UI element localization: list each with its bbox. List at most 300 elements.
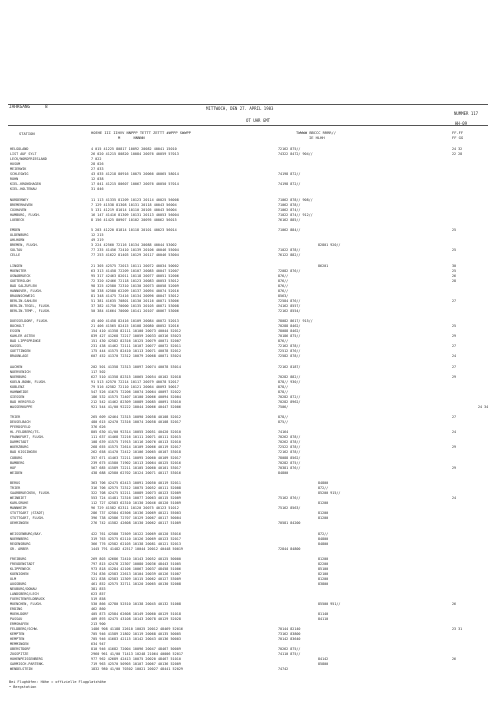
station-name: EMDEN xyxy=(10,228,21,233)
column-codes-line3: TWWWW BBCCC RRRR// xyxy=(296,131,336,135)
wind-gust-value: 24 xyxy=(452,430,457,435)
footer-legend: • Bergstation xyxy=(9,684,37,689)
station-name: KIEL-HOLTENAU xyxy=(10,187,37,192)
station-name: AACHEN xyxy=(10,364,23,369)
station-name: KLIPPENECK xyxy=(10,567,31,572)
additional-groups: 70262 878// xyxy=(278,435,301,440)
station-name: AUGSBURG xyxy=(10,582,27,587)
additional-groups: 84110 xyxy=(318,617,329,622)
jahrgang-label: JAHRGANG xyxy=(9,105,31,110)
additional-groups: 85200 915// xyxy=(318,491,341,496)
observation-codes: 231 438 41462 72111 10107 20077 40072 52011 xyxy=(91,344,181,349)
station-name: MUENCHEN, FLUGH. xyxy=(10,602,43,607)
additional-groups: 70262 875// xyxy=(278,647,301,652)
station-name: WEINBIET xyxy=(10,496,27,501)
observation-codes: 705 946 41683 42115 10142 20043 40136 50003 xyxy=(91,637,181,642)
wind-gust-value: 28 xyxy=(452,278,457,283)
additional-groups: 84800 xyxy=(318,536,329,541)
observation-codes: 212 542 41462 82309 10089 20085 40091 53010 xyxy=(91,399,181,404)
station-name: FREIBURG xyxy=(10,557,27,562)
station-name: BERLIN-SAHLEN xyxy=(10,298,37,303)
observation-codes: 63 313 41458 72209 10107 20085 40047 52007 xyxy=(91,268,179,273)
station-name: FRANKFURT, FLUGH. xyxy=(10,435,45,440)
observation-codes: 79 516 42582 72110 10121 20064 40093 50017 xyxy=(91,384,179,389)
additional-groups: 72162 878// xyxy=(278,450,301,455)
station-name: LINGEN xyxy=(10,263,23,268)
station-name: NUERNBERG xyxy=(10,536,29,541)
observation-codes: 322 708 42475 52211 10089 20073 40123 52009 xyxy=(91,491,181,496)
observation-codes: 396 738 42586 72707 10129 20067 40117 50004 xyxy=(91,516,181,521)
additional-groups: 81200 xyxy=(318,577,329,582)
additional-groups: 85800 xyxy=(318,662,329,667)
observation-codes: 567 685 41589 72211 10105 20060 40101 53017 xyxy=(91,465,181,470)
additional-groups: 71062 874// xyxy=(278,207,301,212)
observation-codes: 381 853 xyxy=(91,587,106,592)
station-name: TRIER xyxy=(10,415,21,420)
additional-groups: 76162 885// xyxy=(278,217,301,222)
observation-codes: 276 742 41582 42608 10130 20062 40117 51009 xyxy=(91,521,181,526)
additional-groups: 875// xyxy=(278,420,289,425)
additional-groups: 70142 83640 xyxy=(278,637,301,642)
station-name: AHLHORN xyxy=(10,238,25,243)
station-name: GR. ARBER xyxy=(10,546,29,551)
observation-codes: 8 156 41425 80907 10102 20095 40062 56015 xyxy=(91,217,177,222)
observation-codes: 1486 908 41188 22610 10025 20012 48469 52016 xyxy=(91,627,184,632)
observation-codes: 405 873 42584 62608 10149 20060 40129 51018 xyxy=(91,612,181,617)
station-name: BRAUNLAGE xyxy=(10,354,29,359)
additional-groups: 878// 930// xyxy=(278,379,301,384)
station-name: PASSAU xyxy=(10,617,23,622)
observation-codes: 45 400 41458 82416 10109 20084 40072 52013 xyxy=(91,319,179,324)
observation-codes: 7 022 xyxy=(91,157,102,162)
additional-groups: 71062 878// xyxy=(278,202,301,207)
observation-codes: 705 946 41589 21802 10119 20068 40135 50005 xyxy=(91,632,181,637)
additional-groups: 71062 878// 908// xyxy=(278,197,313,202)
observation-codes: 202 501 41358 72313 10097 20074 40078 53014 xyxy=(91,364,181,369)
observation-codes: 553 724 41481 72316 10077 20063 40115 52009 xyxy=(91,496,181,501)
additional-groups: 85100 xyxy=(318,567,329,572)
station-name: GUETERSLOH xyxy=(10,278,31,283)
additional-groups: 70288 8462/ xyxy=(278,324,301,329)
station-name: TRIER xyxy=(10,486,21,490)
station-name: ERMSHAFEN xyxy=(10,622,29,627)
additional-groups: 878// xyxy=(278,415,289,420)
station-name: BERLIN-TEGEL, FLUGH. xyxy=(10,303,51,308)
additional-groups: 74322 8472/ 904// xyxy=(278,152,313,157)
wind-gust-value: 27 xyxy=(452,415,457,420)
additional-groups: 72162 875// xyxy=(278,147,301,151)
station-name: BAD KISSINGEN xyxy=(10,450,37,455)
wind-gust-value: 25 xyxy=(452,324,457,329)
observation-codes: 607 452 41370 72312 10079 20068 40071 53024 xyxy=(91,354,181,359)
observation-codes: 28 026 xyxy=(91,162,104,167)
additional-groups: 878// xyxy=(278,384,289,389)
observation-codes: 5 131 41219 81014 10110 20105 40043 56004 xyxy=(91,207,177,212)
station-name: DUESSELDORF, FLUGH. xyxy=(10,319,49,324)
footer-note: Bei Flughäfen: Höhe = offizielle Flugplatzhöhe xyxy=(9,679,106,684)
station-name: CELLE xyxy=(10,253,21,258)
observation-codes: 175 444 41575 82410 10113 20071 40078 52012 xyxy=(91,349,181,354)
station-name: CUXHAVEN xyxy=(10,207,27,212)
station-name: HAMBURG, FLUGH. xyxy=(10,212,41,217)
station-name: DEUSELBACH xyxy=(10,420,31,425)
station-name: HUSUM xyxy=(10,162,21,167)
wind-gust-value: 29 xyxy=(452,334,457,339)
station-name: NEUBURG/DONAU xyxy=(10,587,37,592)
observation-codes: 12 215 xyxy=(91,233,104,238)
additional-groups: 71022 874// 912// xyxy=(278,212,313,217)
station-name: KARLSRUHE xyxy=(10,501,29,506)
additional-groups: 876// xyxy=(278,339,289,344)
observation-codes: 50 384 41664 70000 10141 20107 40067 53006 xyxy=(91,308,179,313)
observation-codes: 438 688 42580 62702 10124 20071 40117 53016 xyxy=(91,470,181,475)
observation-codes: 72 320 42466 72118 10123 20083 40053 53012 xyxy=(91,278,179,283)
observation-codes: 112 727 42583 62310 10130 20046 40120 51009 xyxy=(91,501,181,506)
station-name: LECK/NORDFRIESLAND xyxy=(10,157,47,162)
additional-groups: 74198 872// xyxy=(278,172,301,177)
station-name: GOETTINGEN xyxy=(10,349,31,354)
column-codes-line2: M NNNNN xyxy=(118,136,145,140)
additional-groups: 7506/ xyxy=(278,404,289,409)
additional-groups: 70186 875// xyxy=(278,334,301,339)
station-name: ULM xyxy=(10,577,17,582)
station-name: KAHLER ASTEN xyxy=(10,334,35,339)
observation-codes: 462 860 xyxy=(91,607,106,612)
station-name: FUERSTENFELDBRUCK xyxy=(10,597,45,602)
additional-groups: 81200 xyxy=(318,501,329,506)
station-name: MEMMINGEN xyxy=(10,642,29,647)
observation-codes: 17 041 41215 80607 10067 20076 40050 57014 xyxy=(91,182,179,187)
observation-codes: 921 544 41/00 92222 10044 20066 40447 52006 xyxy=(91,404,181,409)
report-date: MITTWOCH, DEN 27. APRIL 1983 xyxy=(206,106,274,111)
station-name: NUERBURG xyxy=(10,374,27,379)
additional-groups: 876// xyxy=(278,273,289,278)
observation-codes: 81 348 41475 72416 10134 20096 40047 53012 xyxy=(91,293,179,298)
station-name: GIESSEN xyxy=(10,394,25,399)
additional-groups: 878// xyxy=(278,389,289,394)
station-name: BOCHOLT xyxy=(10,324,25,329)
observation-codes: 810 946 41682 72004 10096 20047 48467 50009 xyxy=(91,647,181,652)
observation-codes: 286 737 42584 62506 10136 20069 40121 55003 xyxy=(91,511,181,516)
station-name: HAHNWEIDE xyxy=(10,389,29,394)
wind-gust-value: 27 xyxy=(452,344,457,349)
observation-codes: 51 381 41635 70801 10130 20116 40071 53006 xyxy=(91,298,179,303)
hh-label: HH-09 xyxy=(455,121,468,126)
station-name: BAD SALZUFLEN xyxy=(10,283,37,288)
observation-codes: 734 836 42583 22613 10104 20039 40126 51007 xyxy=(91,572,181,577)
station-name: OSNABRUECK xyxy=(10,273,31,278)
observation-codes: 98 325 42580 72310 10130 20073 40058 52009 xyxy=(91,283,179,288)
observation-codes: 262 658 41470 72412 10106 20065 40107 53018 xyxy=(91,450,181,455)
station-name: FELDBERG/SCHW. xyxy=(10,627,39,632)
column-wind-a: FF-FF xyxy=(452,131,464,135)
station-name: BERUS xyxy=(10,480,21,485)
observation-codes: 95 317 42463 82011 10118 20077 40051 52006 xyxy=(91,273,179,278)
observation-codes: 1445 791 41482 42517 10044 20012 40448 50019 xyxy=(91,546,184,551)
observation-codes: 977 962 42689 42413 10075 20020 48467 51010 xyxy=(91,657,181,662)
observation-codes: 7 129 41538 81308 10131 20118 40043 56004 xyxy=(91,202,177,207)
station-name: KOELN-BONN, FLUGH. xyxy=(10,379,47,384)
observation-codes: 56 338 42580 62209 10137 20094 40074 52016 xyxy=(91,288,179,293)
station-name: LIST AUF SYLT xyxy=(10,152,37,157)
station-name: HELGOLAND xyxy=(10,147,29,151)
additional-groups: 72844 84800 xyxy=(278,546,301,551)
station-name: OBERSTDORF xyxy=(10,647,31,652)
wind-gust-value: 26 xyxy=(452,657,457,662)
station-name: BAMBERG xyxy=(10,460,25,465)
station-name: SCHLESWIG xyxy=(10,172,29,177)
additional-groups: 72162 8554/ xyxy=(278,308,301,313)
station-name: HL.FELDBERG/TS. xyxy=(10,430,41,435)
observation-codes: 26 020 41215 80820 10084 20076 40059 57013 xyxy=(91,152,179,157)
station-name: WUERZBURG xyxy=(10,445,29,450)
observation-codes: 268 655 41575 72614 10109 20066 40119 52017 xyxy=(91,445,181,450)
observation-codes: 239 675 41580 71902 10113 20064 40125 52016 xyxy=(91,460,181,465)
observation-codes: 376 626 xyxy=(91,425,106,430)
additional-groups: 70581 84200 xyxy=(278,521,301,526)
additional-groups: 876// xyxy=(278,288,289,293)
additional-groups: 74162 8557/ xyxy=(278,303,301,308)
station-name: KOBLENZ xyxy=(10,384,25,389)
wind-gust-value: 23 31 xyxy=(452,627,463,632)
additional-groups: 78088 8462/ xyxy=(278,329,301,334)
additional-groups: 70282 8962/ xyxy=(278,399,301,404)
additional-groups: 81200 xyxy=(318,516,329,521)
station-name: ROHN xyxy=(10,177,19,182)
additional-groups: 86201 xyxy=(318,263,329,268)
observation-codes: 269 803 42686 72410 10143 20052 40125 50000 xyxy=(91,557,181,562)
observation-codes: 519 858 xyxy=(91,597,106,602)
additional-groups: 70381 876// xyxy=(278,465,301,470)
station-name: ESSEN xyxy=(10,329,21,334)
observation-codes: 363 706 42475 62413 10091 20050 40119 52011 xyxy=(91,480,181,485)
additional-groups: 84800 xyxy=(318,480,329,485)
observation-codes: 117 502 xyxy=(91,369,106,374)
wind-gust-value: 25 xyxy=(452,228,457,233)
observation-codes: 480 615 42470 72316 10074 20058 40108 52017 xyxy=(91,420,181,425)
observation-codes: 265 609 42464 72315 10090 20058 40108 52012 xyxy=(91,415,181,420)
station-name: WEIDEN xyxy=(10,470,23,475)
station-name: LUEBECK xyxy=(10,217,25,222)
additional-groups: 72082 876// xyxy=(278,268,301,273)
observation-codes: 154 410 41358 82111 10100 20073 40044 52012 xyxy=(91,329,181,334)
station-name: MUENSTER xyxy=(10,268,27,273)
additional-groups: 71062 884// xyxy=(278,228,301,233)
station-name: ZUGSPITZE xyxy=(10,652,29,657)
wind-gust-value: 30 xyxy=(452,263,457,268)
station-name: NOERVENICH xyxy=(10,369,31,374)
station-name: KOENIGHEN xyxy=(10,572,29,577)
additional-groups: 72522 878// xyxy=(278,445,301,450)
additional-groups: 872// xyxy=(318,531,329,536)
observation-codes: 634 947 xyxy=(91,642,106,647)
observation-codes: 91 513 42570 72214 10117 20079 40078 52017 xyxy=(91,379,179,384)
observation-codes: 21 406 41565 82415 10108 20080 40052 52016 xyxy=(91,324,179,329)
wind-gust-value: 24 32 xyxy=(452,147,463,151)
station-name: PFERDSFELD xyxy=(10,425,31,430)
additional-groups: 72162 8187/ xyxy=(278,364,301,369)
station-name: ERDING xyxy=(10,607,23,612)
station-name: COBURG xyxy=(10,455,23,460)
station-name: HOF xyxy=(10,465,17,470)
station-name: MEIERWIK xyxy=(10,167,27,172)
additional-groups: 70262 878// xyxy=(278,440,301,445)
additional-groups: 72512 876// xyxy=(278,349,301,354)
station-name: WASSERKUPPE xyxy=(10,404,33,409)
wind-gust-value: 22 28 xyxy=(452,152,463,157)
observation-codes: 409 893 42475 43108 10143 20078 40129 52028 xyxy=(91,617,181,622)
additional-groups: 76122 882// xyxy=(278,253,301,258)
wind-gust-value: 29 xyxy=(452,374,457,379)
additional-groups: 72162 878// xyxy=(278,344,301,349)
observation-codes: 49 219 xyxy=(91,238,104,243)
observation-codes: 627 510 41358 82315 10065 20054 40102 52018 xyxy=(91,374,181,379)
wind-gust-value: 29 xyxy=(452,465,457,470)
observation-codes: 4 015 41225 80817 10092 20082 40041 15010 xyxy=(91,147,177,151)
station-name: BRAUNSCHWEIG xyxy=(10,293,35,298)
wind-gust-value: 26 xyxy=(452,602,457,607)
additional-groups: 82801 920// xyxy=(318,243,341,248)
wind-gust-value: 24 xyxy=(452,354,457,359)
station-name: DARMSTADT xyxy=(10,440,29,445)
station-name: MANNHEIM xyxy=(10,506,27,511)
additional-groups: 876// xyxy=(278,278,289,283)
observation-codes: 5 203 41220 81814 10118 20101 40023 56014 xyxy=(91,228,177,233)
station-name: REGENSBURG xyxy=(10,541,31,546)
observation-codes: 151 430 42582 82316 10125 20079 40071 52007 xyxy=(91,339,181,344)
additional-groups: 83800 xyxy=(318,582,329,587)
additional-groups: 70282 875// xyxy=(278,460,301,465)
observation-codes: 719 963 42570 50905 10107 20067 40136 52009 xyxy=(91,662,181,667)
station-name: BREMERHAVEN xyxy=(10,202,33,207)
observation-codes: 186 532 41575 72407 10100 20066 40094 52004 xyxy=(91,394,181,399)
additional-groups: 78082 8617/ 915// xyxy=(278,319,313,324)
station-name: SOLTAU xyxy=(10,248,23,253)
observation-codes: 839 427 41268 72217 10059 20033 40316 53023 xyxy=(91,334,181,339)
additional-groups: 73162 83800 xyxy=(278,632,301,637)
station-name: FREUDENSTADT xyxy=(10,562,35,567)
station-name: KASSEL xyxy=(10,344,23,349)
observation-codes: 366 776 42582 62105 10138 20081 40121 52013 xyxy=(91,541,181,546)
additional-groups: 85500 951// xyxy=(318,602,341,607)
observation-codes: 521 838 42583 12309 10115 20062 40127 53009 xyxy=(91,577,181,582)
observation-codes: 797 815 42478 22307 10080 20036 48443 51005 xyxy=(91,562,181,567)
observation-codes: 461 852 42575 32711 10120 20065 40130 52008 xyxy=(91,582,181,587)
jahrgang-number: 8 xyxy=(45,105,48,110)
additional-groups: 876// xyxy=(278,283,289,288)
wind-gust-value: 25 xyxy=(452,268,457,273)
additional-groups: 872// xyxy=(318,486,329,490)
report-number: NUMMER 117 xyxy=(454,111,479,116)
station-name: KEMPTEN xyxy=(10,632,25,637)
observation-codes: 21 305 42575 72013 10111 20072 40034 50002 xyxy=(91,263,179,268)
station-name: STUTTGART, FLUGH. xyxy=(10,516,45,521)
column-wind-b: FF GG xyxy=(452,136,464,140)
additional-groups: 72582 878// xyxy=(278,354,301,359)
station-name: KIEL-KRONSHAGEN xyxy=(10,182,41,187)
observation-codes: 213 900 xyxy=(91,622,106,627)
observation-codes: 11 113 41335 81209 10123 20114 40025 56008 xyxy=(91,197,179,202)
station-name: WENDELSTEIN xyxy=(10,667,33,672)
station-name: HANNOVER, FLUGH. xyxy=(10,288,43,293)
wind-gust-value: 26 xyxy=(452,273,457,278)
wind-gust-value: 24 34 xyxy=(478,404,489,409)
observation-codes: 357 671 41463 72211 10095 20060 40109 52017 xyxy=(91,455,181,460)
wind-gust-value: 27 xyxy=(452,364,457,369)
observation-codes: 108 639 41575 71915 10116 20076 40113 52010 xyxy=(91,440,181,445)
observation-codes: 3 224 42560 72116 10134 20088 40044 53002 xyxy=(91,243,177,248)
observation-codes: 96 729 41582 62311 10120 20075 40123 51012 xyxy=(91,506,179,511)
station-name: BAD HERSFELD xyxy=(10,399,35,404)
observation-codes: 805 630 41/00 92314 10055 20051 40420 52010 xyxy=(91,430,181,435)
additional-groups: 70282 882// xyxy=(278,374,301,379)
observation-codes: 973 818 41284 42106 10067 20037 48458 51006 xyxy=(91,567,181,572)
additional-groups: 84800 xyxy=(318,541,329,546)
additional-groups: 72584 876// xyxy=(278,298,301,303)
observation-codes: 1832 980 41/00 70302 10021 20027 48441 52029 xyxy=(91,667,184,672)
wind-gust-value: 29 xyxy=(452,445,457,450)
station-name: OEHRINGEN xyxy=(10,521,29,526)
observation-codes: 16 147 41416 81309 10131 20113 40053 56004 xyxy=(91,212,179,217)
observation-codes: 316 706 42575 72312 10075 20052 40111 52008 xyxy=(91,486,181,490)
observation-codes: 37 382 41750 70000 10135 20105 40071 53008 xyxy=(91,303,179,308)
station-name: HEMPTEN xyxy=(10,637,25,642)
station-name: OLDENBURG xyxy=(10,233,29,238)
additional-groups: 70144 82140 xyxy=(278,627,301,632)
observation-codes: 530 866 42780 52510 10138 20045 40132 51008 xyxy=(91,602,181,607)
observation-codes: 2960 961 41/00 71413 10248 21064 40006 52017 xyxy=(91,652,184,657)
time-label: OT UHR GMT xyxy=(246,118,271,123)
wind-gust-value: 27 xyxy=(452,298,457,303)
station-name: BREMEN, FLUGH. xyxy=(10,243,39,248)
additional-groups: 74164 xyxy=(278,430,289,435)
station-name: LANDSBERG/LECH xyxy=(10,592,39,597)
additional-groups: 70282 872// xyxy=(278,394,301,399)
additional-groups: 82100 xyxy=(318,572,329,577)
additional-groups: 82200 xyxy=(318,562,329,567)
observation-codes: 77 253 41622 81403 10129 20117 40046 53004 xyxy=(91,253,179,258)
additional-groups: 84142 xyxy=(318,657,329,662)
station-name: BAD LIPPSPRINGE xyxy=(10,339,41,344)
wind-gust-value: 24 xyxy=(452,496,457,501)
additional-groups: 74742 xyxy=(278,667,289,672)
additional-groups: 81200 xyxy=(318,557,329,562)
station-name: GARMISCH-PARTENK. xyxy=(10,662,45,667)
column-codes-line1: HOEHE III IIHVV NNPPP TETTT ZETTT ##PPP SWWPP xyxy=(91,131,191,135)
observation-codes: 27 033 xyxy=(91,167,104,172)
observation-codes: 43 035 41218 80916 10075 20066 40065 58014 xyxy=(91,172,179,177)
column-codes-line4: IE HLHH xyxy=(309,136,325,140)
station-name: WEISSENBURG/BAY. xyxy=(10,531,43,536)
additional-groups: 81140 xyxy=(318,612,329,617)
observation-codes: 319 763 42575 62110 10126 20069 40123 52017 xyxy=(91,536,181,541)
additional-groups: 81200 xyxy=(318,511,329,516)
station-name: MUEHLDORF xyxy=(10,612,29,617)
observation-codes: 623 857 xyxy=(91,592,106,597)
observation-codes: 422 761 42580 72509 10122 20069 40120 53016 xyxy=(91,531,181,536)
additional-groups: 74198 872// xyxy=(278,182,301,187)
additional-groups: 78088 8562/ xyxy=(278,455,301,460)
wind-gust-value: 25 xyxy=(452,248,457,253)
observation-codes: 111 637 41468 72216 10111 20071 40111 52015 xyxy=(91,435,181,440)
additional-groups: 84800 xyxy=(278,470,289,475)
station-name: STUTTGART (STADT) xyxy=(10,511,45,516)
station-name: SAARBRUECKEN, FLUGH. xyxy=(10,491,51,496)
additional-groups: 75162 8563/ xyxy=(278,506,301,511)
station-name: BERLIN-TEMP., FLUGH. xyxy=(10,308,51,313)
observation-codes: 547 526 41675 72206 10074 20064 40097 52022 xyxy=(91,389,181,394)
column-station: STATION xyxy=(19,132,35,136)
